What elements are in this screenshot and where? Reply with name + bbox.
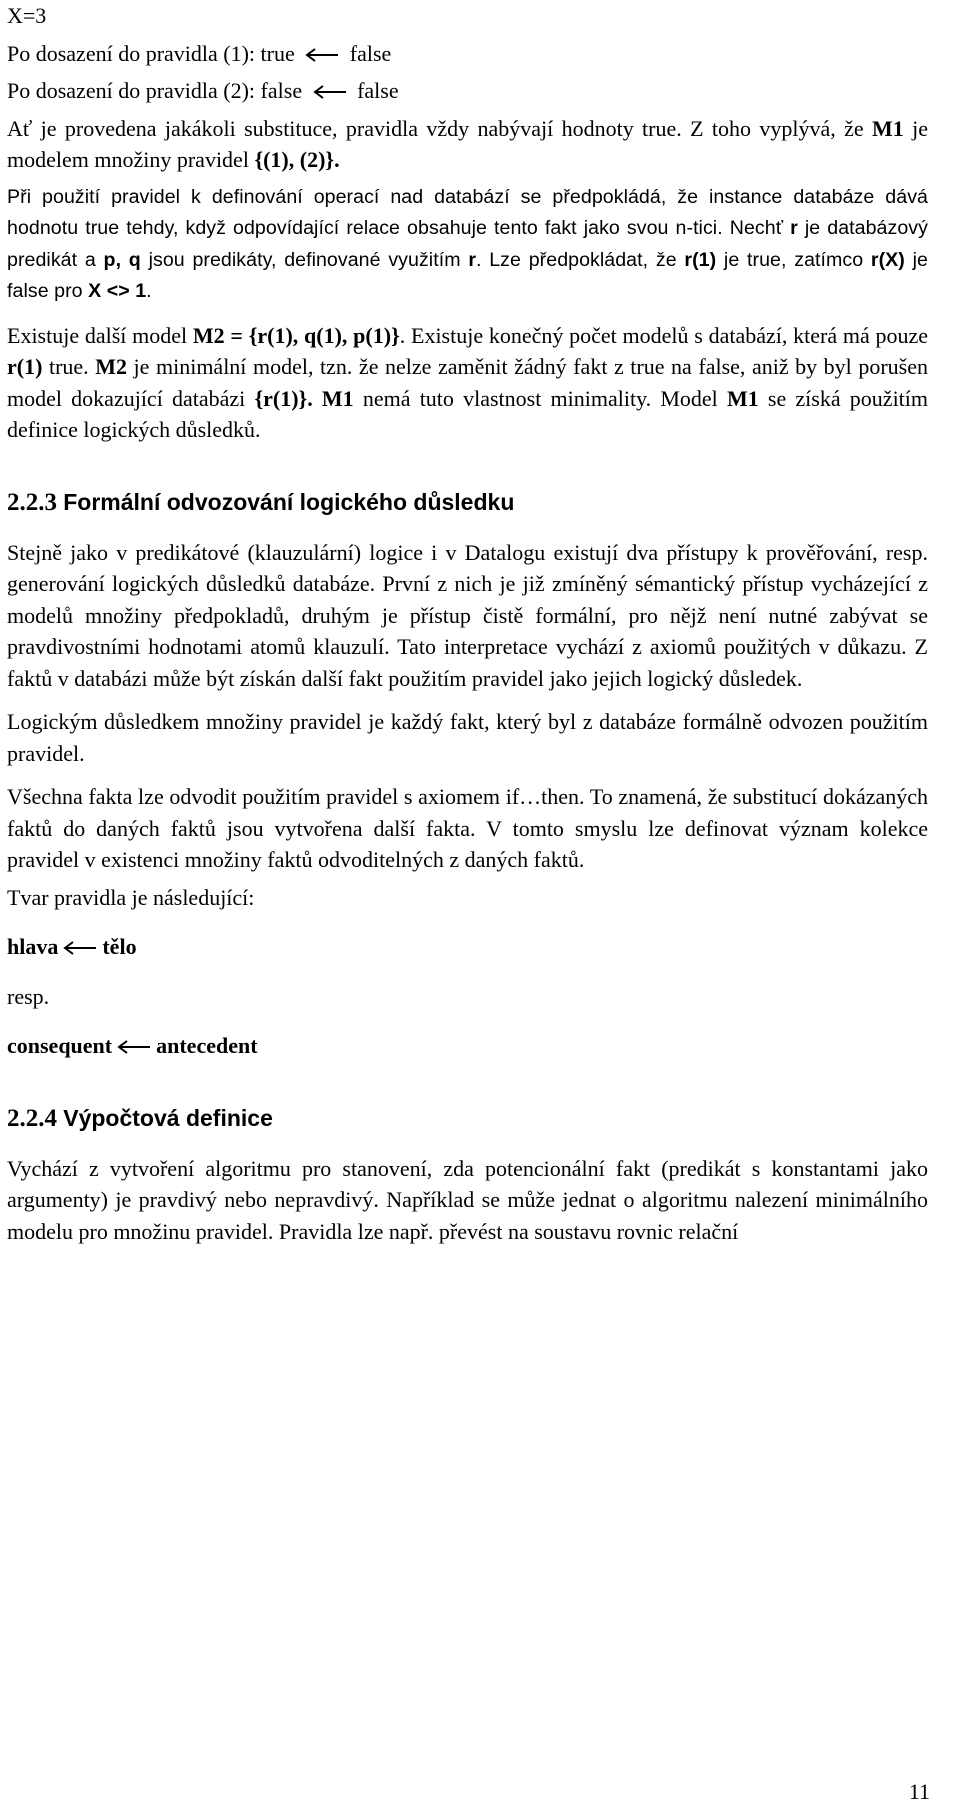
section-number: 2.2.4 — [7, 1104, 64, 1132]
rule-consequent-antecedent — [7, 1030, 928, 1062]
bold-text: r(1) — [684, 248, 717, 271]
text: true. — [42, 354, 96, 379]
bold-text: r(1) — [7, 354, 43, 379]
text: Existuje další model — [7, 322, 193, 348]
bold-text: {(1), (2)}. — [254, 147, 340, 172]
text: . — [146, 280, 152, 302]
text: je true, zatímco — [716, 248, 871, 271]
text: jsou predikáty, definované využitím — [140, 248, 469, 271]
bold-text: r — [790, 217, 798, 239]
page-number: 11 — [908, 1779, 930, 1804]
text: je databázový predikát a — [7, 217, 928, 271]
text: . Lze předpokládat, že — [476, 248, 685, 271]
section-heading-2-2-3 — [7, 486, 928, 519]
text: Při použití pravidel k definování operací nad databází se předpokládá, že instance databáze dává hodnotu true tehdy, když odpovídající relace obsahuje tento fakt jako svou n-tici. Nechť — [7, 185, 928, 239]
text-resp: resp. — [7, 983, 50, 1009]
paragraph-vychazi: Vychází z vytvoření algoritmu pro stanovení, zda potencionální fakt (predikát s konstantami jako argumenty) je pravdivý nebo nepravdivý. Například se může jednat o algoritmu nalezení minimálního modelu pro množinu pravidel. Pravidla lze např. převést na soustavu rovnic relační — [7, 1155, 928, 1244]
paragraph-vsechna: Všechna fakta lze odvodit použitím pravidel s axiomem if…then. To znamená, že substitucí dokázaných faktů do daných faktů jsou vytvořena další fakta. V tomto smyslu lze definovat význam kolekce pravidel v existenci množiny faktů odvoditelných z daných faktů. — [7, 784, 928, 872]
rule-body: tělo — [102, 934, 137, 959]
text-line: X=3 — [7, 3, 47, 28]
rule-head: consequent — [7, 1033, 113, 1058]
text: je false pro — [7, 248, 928, 302]
bold-text: p, q — [103, 248, 141, 271]
text: false — [351, 78, 399, 103]
paragraph-instance — [7, 182, 928, 308]
bold-text: M1 — [871, 115, 904, 141]
left-arrow-icon — [304, 48, 340, 62]
document-page — [7, 0, 928, 1247]
text: . Existuje konečný počet modelů s databází, která má pouze — [399, 322, 928, 348]
text: je minimální model, tzn. že nelze zaměnit žádný fakt z true na false, aniž by byl porušen model dokazující databázi — [7, 354, 929, 411]
bold-text: {r(1)}. — [254, 385, 313, 411]
paragraph-logickym: Logickým důsledkem množiny pravidel je každý fakt, který byl z databáze formálně odvozen použitím pravidel. — [7, 709, 928, 766]
substitution-line-2 — [7, 75, 928, 107]
paragraph-stejne: Stejně jako v predikátové (klauzulární) logice i v Datalogu existují dva přístupy k prověřování, resp. generování logických důsledků databáze. První z nich je již zmíněný sémantický přístup vycházející z modelů množiny předpokladů, druhým je přístup čistě formální, pro nějž není nutné zabývat se pravdivostními hodnotami atomů klauzulí. Tato interpretace vychází z axiomů použitých v důkazu. Z faktů v databázi může být získán další fakt použitím pravidel jako jejich logický důsledek. — [7, 539, 928, 691]
rule-body: antecedent — [156, 1033, 258, 1058]
bold-text: M1 — [726, 385, 759, 411]
text: Po dosazení do pravidla (2): false — [7, 78, 308, 103]
substitution-line-1 — [7, 38, 928, 70]
paragraph-m2 — [7, 320, 928, 446]
section-title: Formální odvozování logického důsledku — [63, 488, 515, 515]
left-arrow-icon — [312, 85, 348, 99]
paragraph-model — [7, 113, 928, 176]
text: Ať je provedena jakákoli substituce, pravidla vždy nabývají hodnoty true. Z toho vyplývá, že — [7, 115, 872, 141]
left-arrow-icon — [116, 1040, 152, 1054]
bold-text: X <> 1 — [88, 280, 147, 302]
text: false — [344, 40, 392, 66]
bold-text: r(X) — [870, 248, 905, 271]
bold-text: M2 = {r(1), q(1), p(1)} — [192, 322, 400, 348]
left-arrow-icon — [62, 941, 98, 955]
rule-head: hlava — [7, 934, 59, 959]
rule-hlava-telo — [7, 931, 928, 963]
text: Po dosazení do pravidla (1): true — [7, 40, 301, 66]
section-number: 2.2.3 — [7, 488, 64, 516]
paragraph-tvar: Tvar pravidla je následující: — [7, 884, 255, 910]
text — [313, 386, 322, 411]
bold-text: M2 — [95, 354, 127, 379]
text: nemá tuto vlastnost minimality. Model — [353, 385, 727, 411]
bold-text: M1 — [321, 385, 354, 411]
text: se získá použitím definice logických důsledků. — [7, 385, 929, 442]
section-heading-2-2-4 — [7, 1102, 928, 1135]
bold-text: r — [468, 248, 476, 271]
text: je modelem množiny pravidel — [7, 115, 928, 172]
section-title: Výpočtová definice — [63, 1104, 273, 1131]
